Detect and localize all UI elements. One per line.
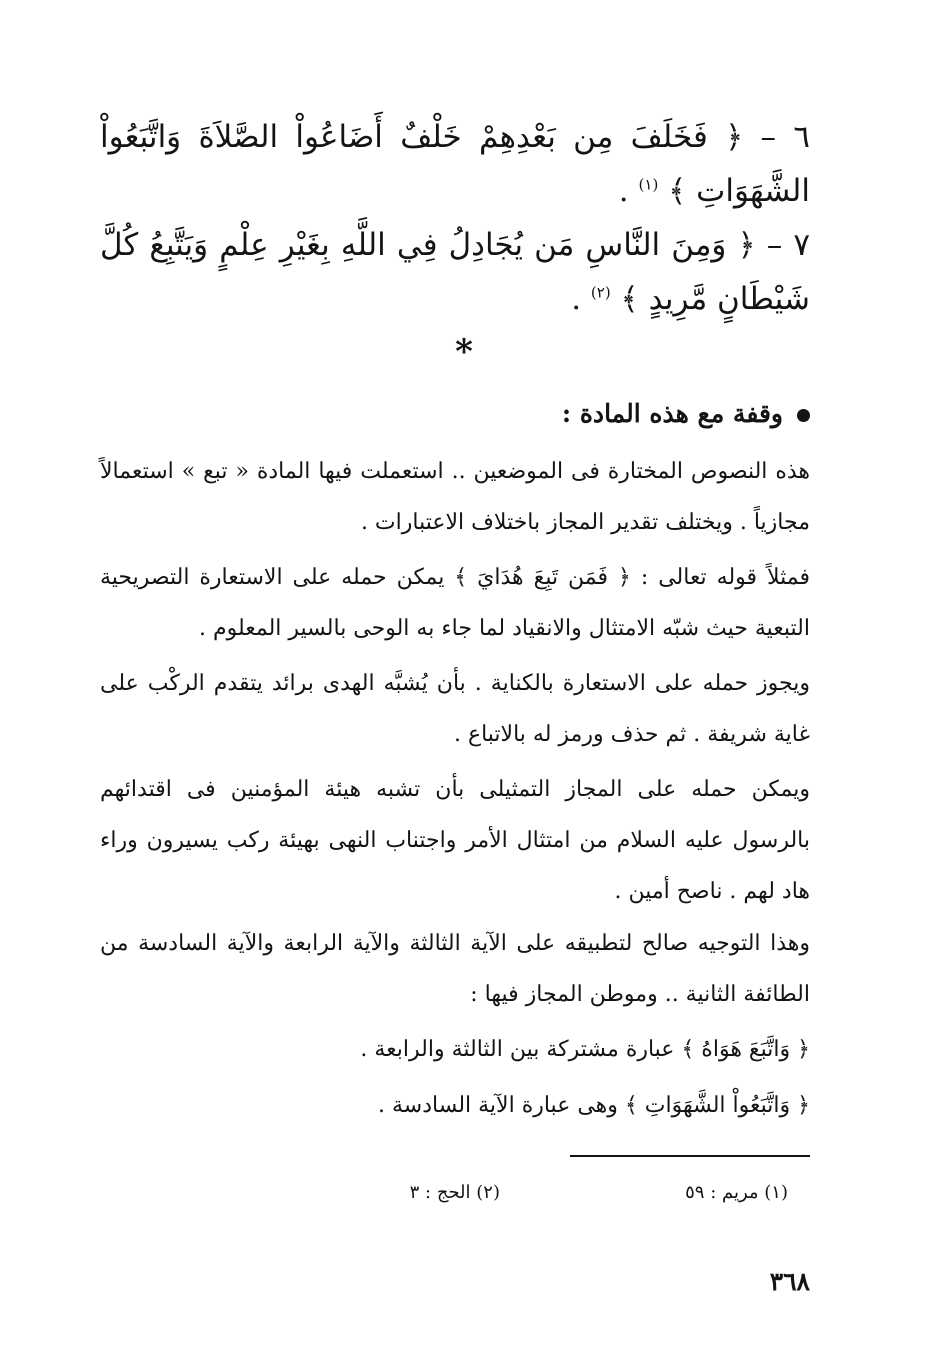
bullet-icon — [797, 409, 810, 422]
footnote-2: (٢) الحج : ٣ — [409, 1182, 500, 1203]
paragraph-4: ويمكن حمله على المجاز التمثيلى بأن تشبه هيئة المؤمنين فى اقتدائهم بالرسول عليه السلام من امتثال الأمر واجتناب النهى بهيئة ركب يسيرون وراء هاد لهم . ناصح أمين . — [100, 777, 810, 904]
verse-7-ref: (٢) — [590, 283, 611, 302]
footnote-divider — [570, 1155, 810, 1157]
paragraph-3: ويجوز حمله على الاستعارة بالكناية . بأن يُشبَّه الهدى برائد يتقدم الركْب على غاية شريفة . ثم حذف ورمز له بالاتباع . — [100, 671, 810, 747]
verse-7-text: ٧ – ﴿ وَمِنَ النَّاسِ مَن يُجَادِلُ فِي اللَّهِ بِغَيْرِ عِلْمٍ وَيَتَّبِعُ كُلَّ شَيْطَانٍ مَّرِيدٍ ﴾ — [100, 227, 810, 317]
paragraph-5: وهذا التوجيه صالح لتطبيقه على الآية الثالثة والآية الرابعة والآية السادسة من الطائفة الثانية .. وموطن المجاز فيها : — [100, 931, 810, 1007]
paragraph-2: فمثلاً قوله تعالى : ﴿ فَمَن تَبِعَ هُدَايَ ﴾ يمكن حمله على الاستعارة التصريحية التبعية حيث شبّه الامتثال والانقياد لما جاء به الوحى بالسير المعلوم . — [100, 565, 810, 641]
verse-6 — [100, 110, 810, 218]
verse-6-text: ٦ – ﴿ فَخَلَفَ مِن بَعْدِهِمْ خَلْفٌ أَضَاعُواْ الصَّلاَةَ وَاتَّبَعُواْ الشَّهَوَاتِ ﴾ — [100, 119, 810, 209]
quote-1: ﴿ وَاتَّبَعَ هَوَاهُ ﴾ عبارة مشتركة بين الثالثة والرابعة . — [360, 1037, 810, 1062]
verse-6-ref: (١) — [638, 175, 659, 194]
paragraph-1: هذه النصوص المختارة فى الموضعين .. استعملت فيها المادة « تبع » استعمالاً مجازياً . ويختلف تقدير المجاز باختلاف الاعتبارات . — [100, 459, 810, 535]
verse-7 — [100, 218, 810, 326]
page-number: ٣٦٨ — [769, 1267, 810, 1296]
footnote-1: (١) مريم : ٥٩ — [685, 1182, 788, 1203]
section-heading — [562, 394, 810, 434]
section-heading-text: وقفة مع هذه المادة : — [561, 399, 783, 428]
verse-6-end: . — [618, 173, 639, 209]
section-separator: * — [455, 332, 473, 372]
verse-7-end: . — [571, 281, 591, 317]
quote-2: ﴿ وَاتَّبَعُواْ الشَّهَوَاتِ ﴾ وهى عبارة الآية السادسة . — [377, 1093, 810, 1118]
